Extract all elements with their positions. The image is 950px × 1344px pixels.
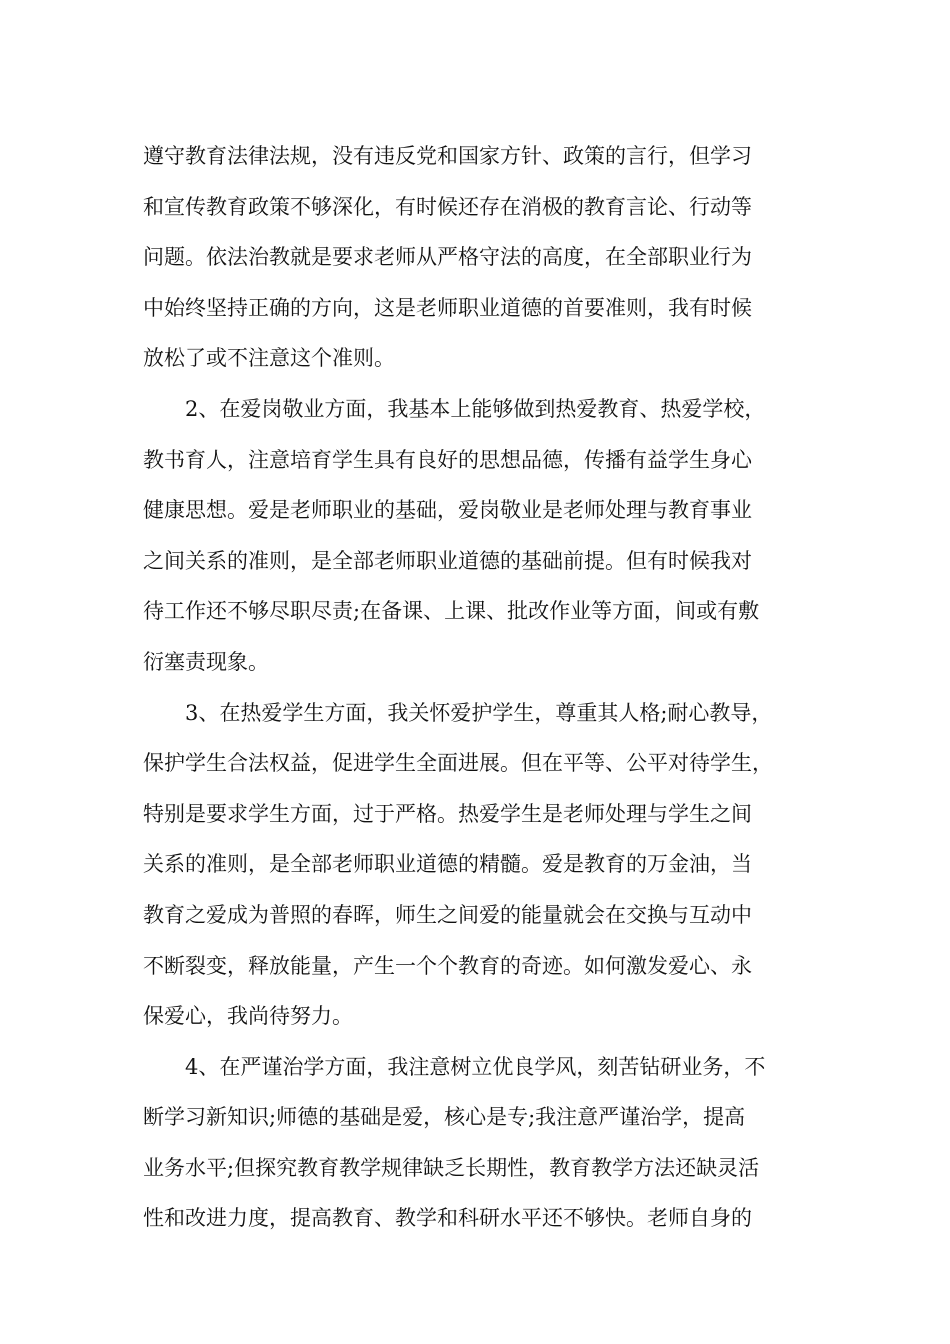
text-line: 保护学生合法权益，促进学生全面进展。但在平等、公平对待学生，	[143, 751, 773, 776]
paragraph-start-line: 3、在热爱学生方面，我关怀爱护学生，尊重其人格;耐心教导，	[185, 700, 773, 725]
text-line: 断学习新知识;师德的基础是爱，核心是专;我注意严谨治学，提高	[143, 1105, 746, 1130]
text-line: 业务水平;但探究教育教学规律缺乏长期性，教育教学方法还缺灵活	[143, 1155, 760, 1180]
text-line: 遵守教育法律法规，没有违反党和国家方针、政策的言行，但学习	[143, 144, 752, 168]
text-line: 放松了或不注意这个准则。	[143, 346, 395, 371]
text-line: 关系的准则，是全部老师职业道德的精髓。爱是教育的万金油，当	[143, 852, 752, 877]
text-line: 教育之爱成为普照的春晖，师生之间爱的能量就会在交换与互动中	[143, 902, 752, 927]
text-line: 和宣传教育政策不够深化，有时候还存在消极的教育言论、行动等	[143, 194, 752, 219]
text-line: 不断裂变，释放能量，产生一个个教育的奇迹。如何激发爱心、永	[143, 953, 752, 978]
text-line: 特别是要求学生方面，过于严格。热爱学生是老师处理与学生之间	[143, 801, 752, 826]
text-line: 性和改进力度，提高教育、教学和科研水平还不够快。老师自身的	[143, 1206, 752, 1231]
body-text	[143, 131, 808, 1244]
text-line: 中始终坚持正确的方向，这是老师职业道德的首要准则，我有时候	[143, 295, 752, 320]
text-line: 衍塞责现象。	[143, 649, 269, 674]
text-line: 健康思想。爱是老师职业的基础，爱岗敬业是老师处理与教育事业	[143, 498, 752, 523]
text-line: 待工作还不够尽职尽责;在备课、上课、批改作业等方面，间或有敷	[143, 599, 760, 624]
paragraph-start-line: 4、在严谨治学方面，我注意树立优良学风，刻苦钻研业务，不	[185, 1054, 766, 1079]
paragraph-start-line: 2、在爱岗敬业方面，我基本上能够做到热爱教育、热爱学校，	[185, 396, 766, 421]
text-line: 教书育人，注意培育学生具有良好的思想品德，传播有益学生身心	[143, 447, 752, 472]
text-line: 保爱心，我尚待努力。	[143, 1004, 353, 1029]
text-line: 问题。依法治教就是要求老师从严格守法的高度，在全部职业行为	[143, 245, 752, 270]
text-line: 之间关系的准则，是全部老师职业道德的基础前提。但有时候我对	[143, 548, 752, 573]
